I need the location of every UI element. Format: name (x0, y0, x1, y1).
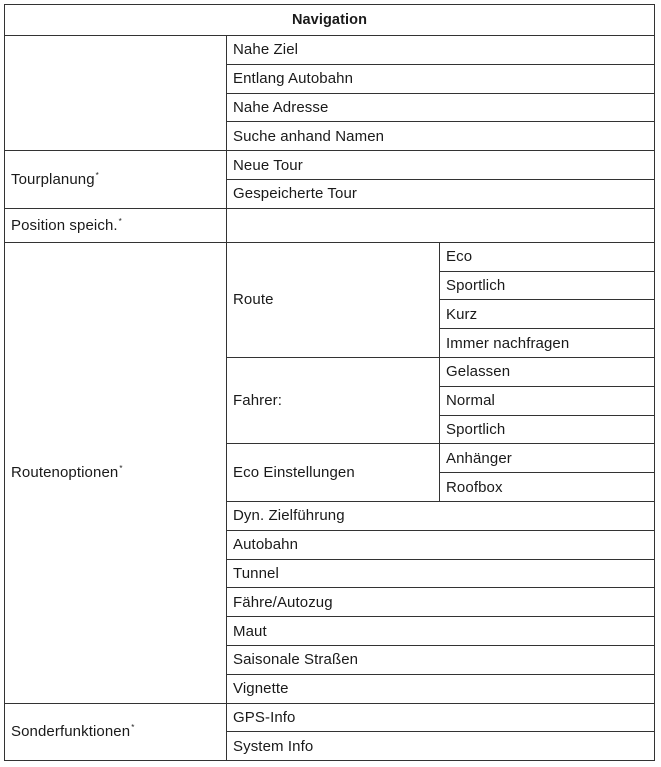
option-kurz: Kurz (440, 300, 655, 329)
menu-item-nahe-adresse: Nahe Adresse (227, 93, 655, 122)
category-label: Position speich. (11, 216, 118, 234)
navigation-menu-table-wrapper (4, 4, 655, 761)
option-eco: Eco (440, 242, 655, 271)
category-position-speich (5, 208, 227, 242)
table-row (5, 208, 655, 242)
menu-item-gespeicherte-tour: Gespeicherte Tour (227, 179, 655, 208)
submenu-eco-einstellungen: Eco Einstellungen (227, 444, 440, 502)
footnote-marker: * (95, 170, 99, 180)
category-label: Tourplanung (11, 170, 95, 188)
category-sonderfunktionen (5, 703, 227, 761)
footnote-marker: * (119, 464, 123, 474)
menu-item-saisonale-strassen: Saisonale Straßen (227, 645, 655, 674)
menu-item-gps-info: GPS-Info (227, 703, 655, 732)
menu-item-neue-tour: Neue Tour (227, 151, 655, 180)
option-sportlich-fahrer: Sportlich (440, 415, 655, 444)
empty-cell (227, 208, 655, 242)
table-row (5, 151, 655, 180)
menu-item-maut: Maut (227, 617, 655, 646)
footnote-marker: * (118, 216, 122, 226)
category-label: Routenoptionen (11, 464, 119, 482)
footnote-marker: * (131, 723, 135, 733)
navigation-menu-table (4, 4, 655, 761)
table-row (5, 36, 655, 65)
option-immer-nachfragen: Immer nachfragen (440, 329, 655, 358)
menu-item-entlang-autobahn: Entlang Autobahn (227, 64, 655, 93)
option-gelassen: Gelassen (440, 357, 655, 386)
category-tourplanung (5, 151, 227, 209)
submenu-route: Route (227, 242, 440, 357)
submenu-fahrer: Fahrer: (227, 357, 440, 443)
table-title: Navigation (5, 5, 655, 36)
menu-item-system-info: System Info (227, 732, 655, 761)
category-label: Sonderfunktionen (11, 723, 131, 741)
menu-item-dyn-zielfuehrung: Dyn. Zielführung (227, 501, 655, 530)
menu-item-faehre-autozug: Fähre/Autozug (227, 588, 655, 617)
option-anhaenger: Anhänger (440, 444, 655, 473)
menu-item-nahe-ziel: Nahe Ziel (227, 36, 655, 65)
option-roofbox: Roofbox (440, 473, 655, 502)
menu-item-vignette: Vignette (227, 674, 655, 703)
category-routenoptionen (5, 242, 227, 703)
table-row (5, 242, 655, 271)
menu-item-autobahn: Autobahn (227, 530, 655, 559)
option-normal: Normal (440, 386, 655, 415)
menu-item-tunnel: Tunnel (227, 559, 655, 588)
option-sportlich: Sportlich (440, 271, 655, 300)
empty-category-cell (5, 36, 227, 151)
menu-item-suche-anhand-namen: Suche anhand Namen (227, 122, 655, 151)
table-row (5, 703, 655, 732)
header-row (5, 5, 655, 36)
